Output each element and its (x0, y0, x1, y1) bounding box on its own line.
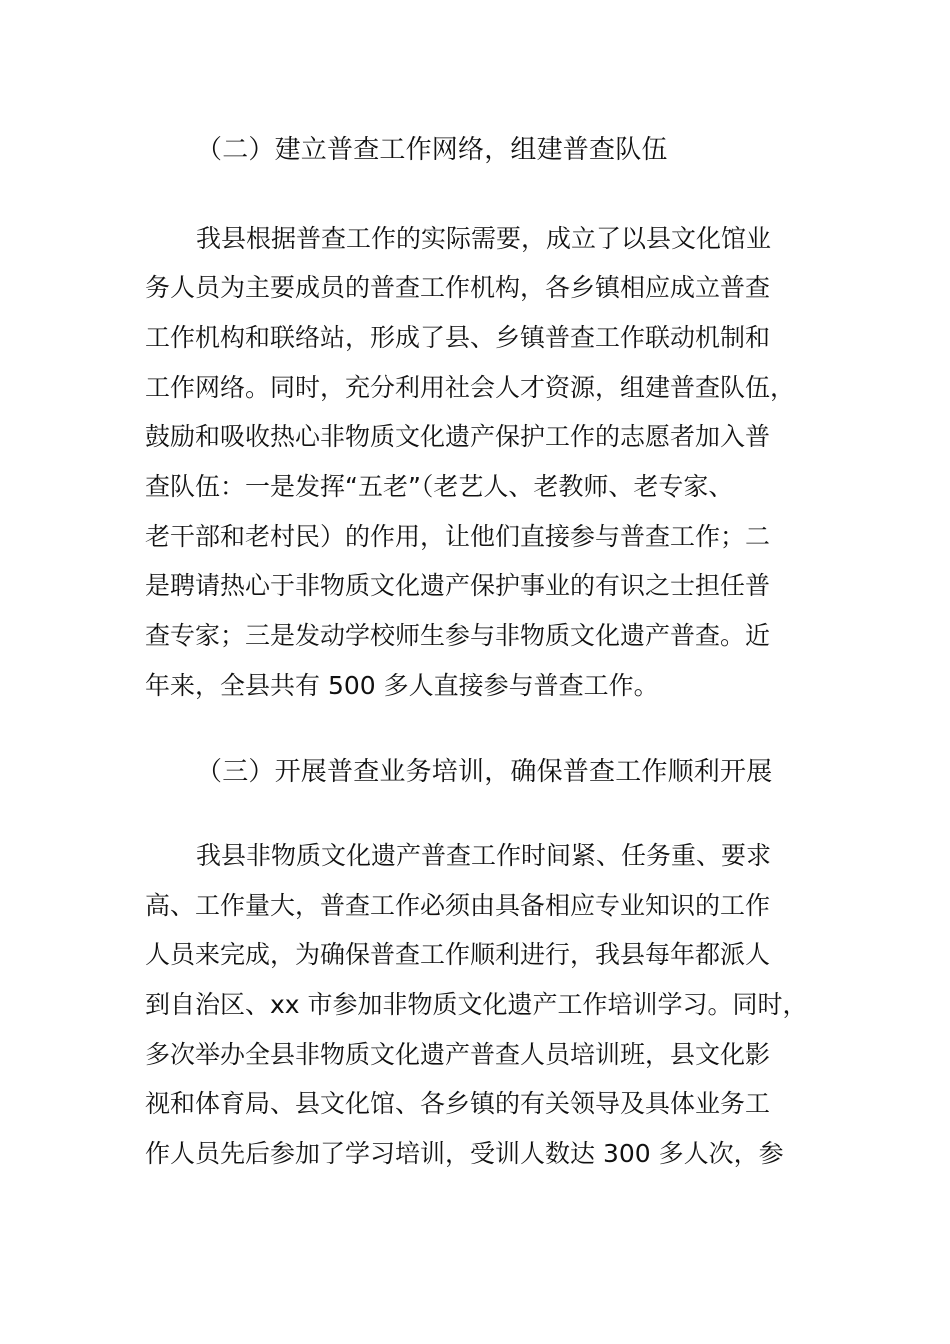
section-2-line-8: 是聘请热心于非物质文化遗产保护事业的有识之士担任普 (145, 571, 771, 600)
section-2-line-7: 老干部和老村民）的作用，让他们直接参与普查工作；二 (145, 522, 771, 551)
section-2-line-6: 查队伍：一是发挥“五老”（老艺人、老教师、老专家、 (145, 472, 734, 501)
section-2-line-10: 年来，全县共有 500 多人直接参与普查工作。 (145, 671, 659, 700)
section-3-line-6: 视和体育局、县文化馆、各乡镇的有关领导及具体业务工 (145, 1089, 771, 1118)
section-2-line-4: 工作网络。同时，充分利用社会人才资源，组建普查队伍， (145, 373, 796, 402)
section-2-line-3: 工作机构和联络站，形成了县、乡镇普查工作联动机制和 (145, 323, 771, 352)
section-3-line-3: 人员来完成，为确保普查工作顺利进行，我县每年都派人 (145, 940, 771, 969)
section-2-heading: （二）建立普查工作网络，组建普查队伍 (196, 135, 668, 165)
section-2-line-2: 务人员为主要成员的普查工作机构，各乡镇相应成立普查 (145, 273, 771, 302)
section-3-heading: （三）开展普查业务培训，确保普查工作顺利开展 (196, 757, 773, 787)
section-3-line-5: 多次举办全县非物质文化遗产普查人员培训班，县文化影 (145, 1040, 771, 1069)
section-3-line-2: 高、工作量大，普查工作必须由具备相应专业知识的工作 (145, 891, 771, 920)
section-3-line-4: 到自治区、xx 市参加非物质文化遗产工作培训学习。同时， (145, 990, 808, 1019)
section-2-line-9: 查专家；三是发动学校师生参与非物质文化遗产普查。近 (145, 621, 771, 650)
section-2-line-5: 鼓励和吸收热心非物质文化遗产保护工作的志愿者加入普 (145, 422, 771, 451)
section-2-line-1: 我县根据普查工作的实际需要，成立了以县文化馆业 (196, 224, 772, 253)
section-3-line-1: 我县非物质文化遗产普查工作时间紧、任务重、要求 (196, 841, 772, 870)
section-3-line-7: 作人员先后参加了学习培训，受训人数达 300 多人次，参 (145, 1139, 784, 1168)
